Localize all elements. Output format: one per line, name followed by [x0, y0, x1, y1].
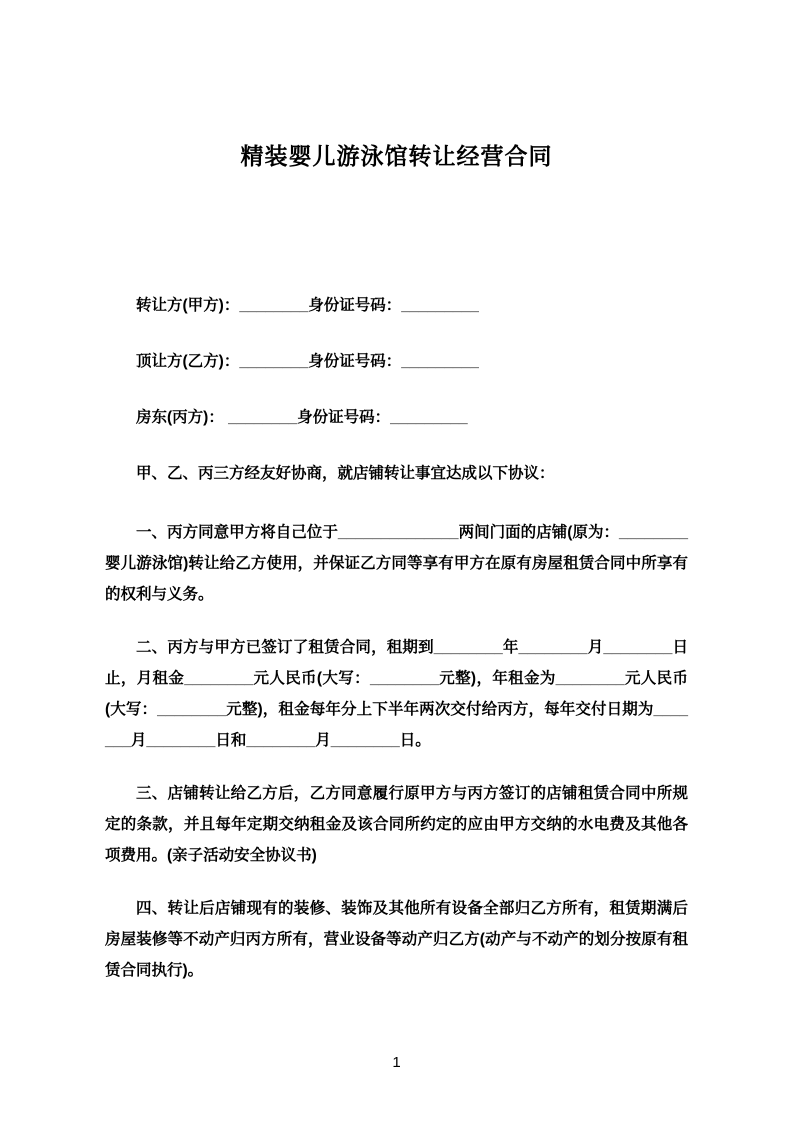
party-line-transferee: 顶让方(乙方)：________身份证号码：_________	[136, 353, 479, 370]
clause-2: 二、丙方与甲方已签订了租赁合同，租期到________年________月________日止，月租金________元人民币(大写：________元整)，年租金为________元人民币(大写：________元整)，租金每年分上下半年两次交付给丙方，每年交付日期为_______月________日和________月________日。	[105, 639, 688, 749]
document-title: 精装婴儿游泳馆转让经营合同	[240, 143, 553, 169]
clause-4: 四、转让后店铺现有的装修、装饰及其他所有设备全部归乙方所有，租赁期满后房屋装修等不动产归丙方所有，营业设备等动产归乙方(动产与不动产的划分按原有租赁合同执行)。	[105, 900, 688, 979]
clause-1: 一、丙方同意甲方将自己位于______________两间门面的店铺(原为：________婴儿游泳馆)转让给乙方使用，并保证乙方同等享有甲方在原有房屋租赁合同中所享有的权利与义务。	[105, 524, 688, 603]
party-line-landlord: 房东(丙方)： ________身份证号码：_________	[136, 409, 468, 426]
clause-3: 三、店铺转让给乙方后，乙方同意履行原甲方与丙方签订的店铺租赁合同中所规定的条款，并且每年定期交纳租金及该合同所约定的应由甲方交纳的水电费及其他各项费用。(亲子活动安全协议书)	[105, 785, 688, 864]
agreement-intro: 甲、乙、丙三方经友好协商，就店铺转让事宜达成以下协议：	[136, 465, 555, 482]
party-line-transferor: 转让方(甲方)：________身份证号码：_________	[136, 297, 479, 314]
page-number: 1	[392, 1054, 401, 1071]
